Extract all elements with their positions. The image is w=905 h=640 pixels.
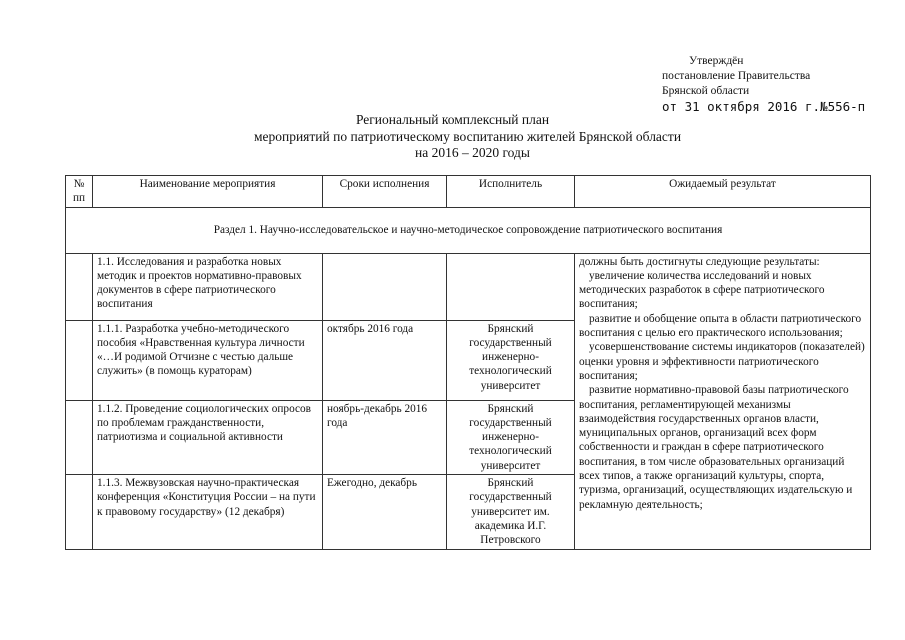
approval-line-decree: постановление Правительства [662, 70, 811, 82]
title-line-1: Региональный комплексный план [355, 112, 550, 127]
row-name-cell: 1.1.1. Разработка учебно-методического пособия «Нравственная культура личности «…И родимой Отчизне с честью дальше служить» (в помощь кураторам) [93, 320, 323, 400]
approval-stamp [662, 54, 865, 114]
row-num-cell [66, 320, 93, 400]
result-paragraph: развитие нормативно-правовой базы патриотического воспитания, регламентирующей механизмы взаимодействия государственных органов власти, муниципальных органов, организаций всех форм собственности и граждан в сфере патриотического воспитания, в том числе образовательных организаций всех типов, а также организаций культуры, спорта, туризма, организаций, осуществляющих издательскую и рекламную деятельность; [579, 384, 853, 511]
header-dates: Сроки исполнения [323, 176, 447, 208]
title-line-3: на 2016 – 2020 годы [415, 145, 530, 160]
approval-line-approved: Утверждён [689, 55, 744, 67]
row-name-cell: 1.1. Исследования и разработка новых методик и проектов нормативно-правовых документов в сфере патриотического воспитания [93, 253, 323, 320]
row-name-cell: 1.1.2. Проведение социологических опросов по проблемам гражданственности, патриотизма и социальной активности [93, 400, 323, 474]
header-executor: Исполнитель [447, 176, 575, 208]
title-line-2: мероприятий по патриотическому воспитанию жителей Брянской области [253, 128, 682, 144]
row-executor-cell: Брянский государственный инженерно-технологический университет [447, 320, 575, 400]
row-num-cell [66, 400, 93, 474]
row-name-cell: 1.1.3. Межвузовская научно-практическая конференция «Конституция России – на пути к правовому государству» (12 декабря) [93, 475, 323, 550]
result-paragraph: развитие и обобщение опыта в области патриотического воспитания с целью его практического использования; [579, 312, 862, 340]
table-row [66, 253, 871, 320]
header-result: Ожидаемый результат [575, 176, 871, 208]
result-paragraph: увеличение количества исследований и новых методических разработок в сфере патриотического воспитания; [579, 269, 825, 311]
result-paragraph: должны быть достигнуты следующие результаты: [579, 255, 820, 268]
approval-line-date: от 31 октября 2016 г.№556-п [662, 99, 866, 114]
row-dates-cell: октябрь 2016 года [323, 320, 447, 400]
row-num-cell [66, 253, 93, 320]
document-title [0, 112, 905, 162]
row-dates-cell: Ежегодно, декабрь [323, 475, 447, 550]
section-title: Раздел 1. Научно-исследовательское и научно-методическое сопровождение патриотического воспитания [66, 207, 871, 253]
approval-line-region: Брянской области [662, 85, 750, 97]
row-executor-cell: Брянский государственный университет им. академика И.Г. Петровского [447, 475, 575, 550]
row-executor-cell: Брянский государственный инженерно-технологический университет [447, 400, 575, 474]
row-executor-cell [447, 253, 575, 320]
expected-result-cell [575, 253, 871, 549]
plan-table [65, 175, 871, 550]
row-dates-cell [323, 253, 447, 320]
result-paragraph: усовершенствование системы индикаторов (показателей) оценки уровня и эффективности патриотического воспитания; [579, 341, 865, 382]
row-num-cell [66, 475, 93, 550]
header-name: Наименование мероприятия [93, 176, 323, 208]
row-dates-cell: ноябрь-декабрь 2016 года [323, 400, 447, 474]
section-row [66, 207, 871, 253]
table-header-row [66, 176, 871, 208]
header-num: № пп [66, 176, 93, 208]
